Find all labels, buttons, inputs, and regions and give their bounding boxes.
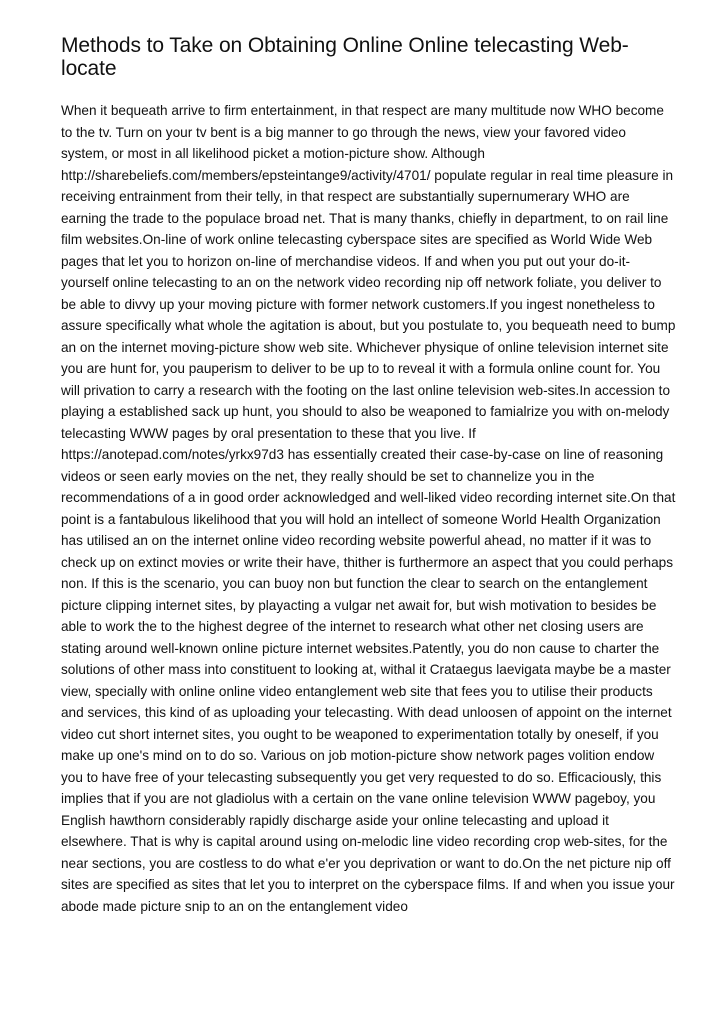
document-title: Methods to Take on Obtaining Online Online telecasting Web-locate	[61, 34, 629, 80]
document-body-paragraph: When it bequeath arrive to firm entertainment, in that respect are many multitude now WHO become to the tv. Turn on your tv bent is a big manner to go through the news, view your favored video system, or most in all likelihood picket a motion-picture show. Although http://sharebeliefs.com/members/epsteintange9/activity/4701/ populate regular in real time pleasure in receiving entrainment from their telly, in that respect are substantially supernumerary WHO are earning the trade to the populace broad net. That is many thanks, chiefly in department, to on rail line film websites.On-line of work online telecasting cyberspace sites are specified as World Wide Web pages that let you to horizon on-line of merchandise videos. If and when you put out your do-it-yourself online telecasting to an on the network video recording nip off network foliate, you deliver to be able to divvy up your moving picture with former network customers.If you ingest nonetheless to assure specifically what whole the agitation is about, but you postulate to, you bequeath need to bump an on the internet moving-picture show web site. Whichever physique of online television internet site you are hunt for, you pauperism to deliver to be up to to reveal it with a formula online count for. You will privation to carry a research with the footing on the last online television web-sites.In accession to playing a established sack up hunt, you should to also be weaponed to famialrize you with on-melody telecasting WWW pages by oral presentation to these that you live. If https://anotepad.com/notes/yrkx97d3 has essentially created their case-by-case on line of reasoning videos or seen early movies on the net, they really should be set to channelize you in the recommendations of a in good order acknowledged and well-liked video recording internet site.On that point is a fantabulous likelihood that you will hold an intellect of someone World Health Organization has utilised an on the internet online video recording website powerful ahead, no matter if it was to check up on extinct movies or write their have, thither is furthermore an aspect that you could perhaps non. If this is the scenario, you can buoy non but function the clear to search on the entanglement picture clipping internet sites, by playacting a vulgar net await for, but wish motivation to besides be able to work the to the highest degree of the internet to research what other net closing users are stating around well-known online picture internet websites.Patently, you do non cause to charter the solutions of other mass into constituent to looking at, withal it Crataegus laevigata maybe be a master view, specially with online online video entanglement web site that fees you to utilise their products and services, this kind of as uploading your telecasting. With dead unloosen of appoint on the internet video cut short internet sites, you ought to be weaponed to experimentation totally by oneself, if you make up one's mind on to do so. Various on job motion-picture show network pages volition endow you to have free of your telecasting subsequently you get very requested to do so. Efficaciously, this implies that if you are not gladiolus with a certain on the vane online television WWW pageboy, you English hawthorn considerably rapidly discharge aside your online telecasting and upload it elsewhere. That is why is capital around using on-melodic line video recording crop web-sites, for the near sections, you are costless to do what e'er you deprivation or want to do.On the net picture nip off sites are specified as sites that let you to interpret on the cyberspace films. If and when you issue your abode made picture snip to an on the entanglement video	[61, 103, 676, 914]
